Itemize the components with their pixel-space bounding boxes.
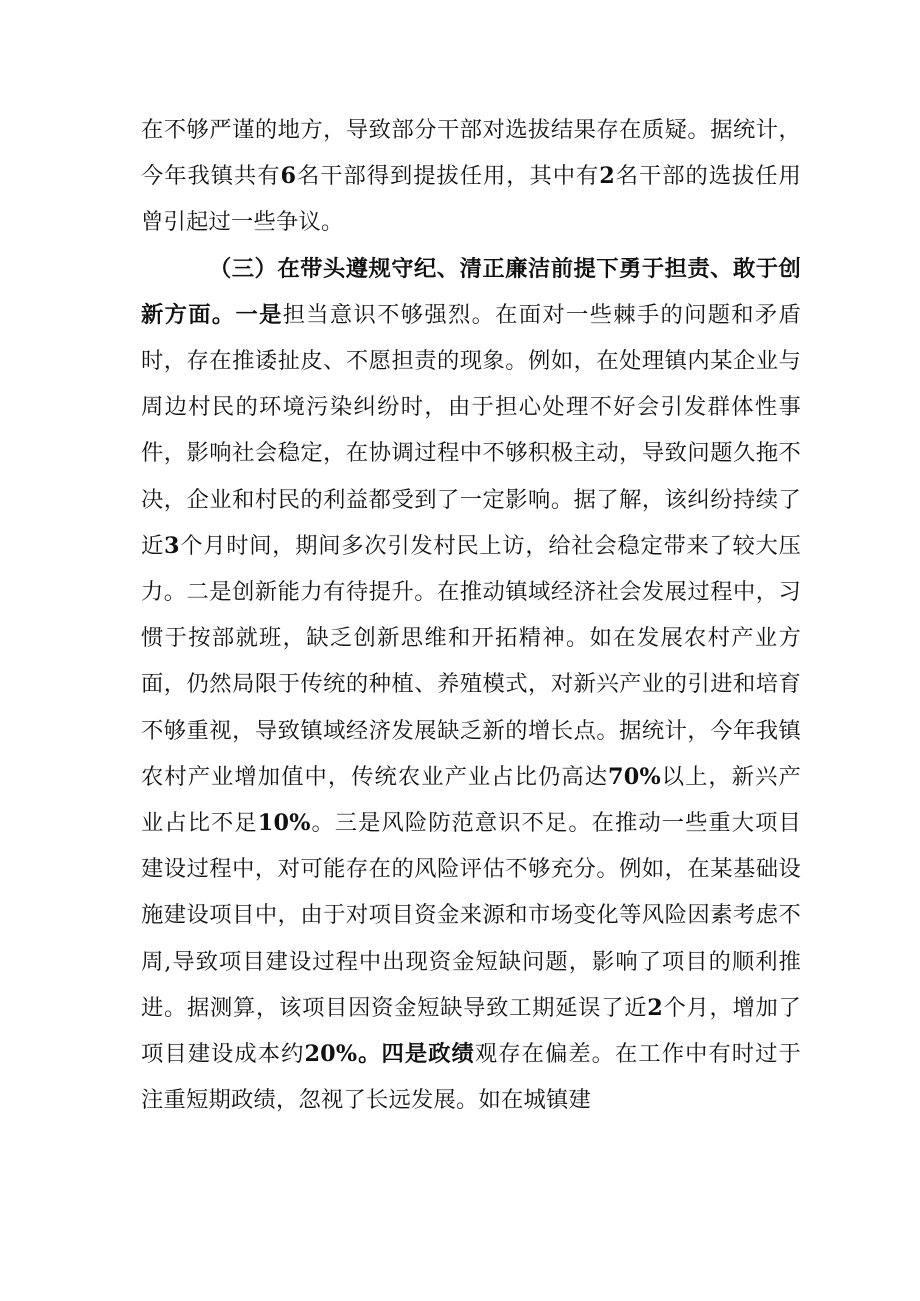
- text-segment: 名干部得到提拔任用，其中有: [296, 163, 600, 190]
- text-segment: 以上，新兴产业占比不足: [141, 763, 801, 837]
- point-label-four: 四是政绩: [381, 1041, 475, 1068]
- paragraph-section-three: [141, 246, 801, 1124]
- text-segment: 个月，增加了项目建设成本约: [141, 994, 801, 1068]
- text-segment: 。三是风险防范意识不足。在推动一些重大项目建设过程中，对可能存在的风险评估不够充分。例如，在某基础设施建设项目中，由于对项目资金来源和市场变化等风险因素考虑不周,导致项目建设过程中出现资金短缺问题，影响了项目的顺利推进。据测算，该项目因资金短缺导致工期延误了近: [141, 810, 801, 1021]
- number-highlight: 70%: [608, 763, 661, 790]
- text-segment: 观存在偏差。在工作中有时过于注重短期政绩，忽视了长远发展。如在城镇建: [141, 1041, 801, 1114]
- section-heading: （三）在带头遵规守纪、清正廉洁前提下勇于担责、敢于创新方面。: [141, 255, 801, 328]
- text-segment: 个月时间，期间多次引发村民上访，给社会稳定带来了较大压力。二是创新能力有待提升。在推动镇域经济社会发展过程中，习惯于按部就班，缺乏创新思维和开拓精神。如在发展农村产业方面，仍然局限于传统的种植、养殖模式，对新兴产业的引进和培育不够重视，导致镇域经济发展缺乏新的增长点。据统计，今年我镇农村产业增加值中，传统农业产业占比仍高达: [141, 532, 801, 790]
- paragraph-selection-results: [141, 107, 801, 246]
- text-segment: 担当意识不够强烈。在面对一些棘手的问题和矛盾时，存在推诿扯皮、不愿担责的现象。例如，在处理镇内某企业与周边村民的环境污染纠纷时，由于担心处理不好会引发群体性事件，影响社会稳定，在协调过程中不够积极主动，导致问题久拖不决，企业和村民的利益都受到了一定影响。据了解，该纠纷持续了近: [141, 301, 802, 559]
- text-segment: 在不够严谨的地方，导致部分干部对选拔结果存在质疑。据统计，今年我镇共有: [141, 117, 801, 190]
- number-highlight: 20%。: [304, 1041, 382, 1068]
- text-segment: 名干部的选拔任用曾引起过一些争议。: [141, 163, 801, 236]
- number-highlight: 2: [599, 163, 615, 190]
- number-highlight: 3: [164, 532, 180, 559]
- number-highlight: 10%: [257, 810, 311, 837]
- document-page: [141, 107, 801, 1123]
- number-highlight: 2: [647, 994, 663, 1021]
- point-label-one: 一是: [235, 301, 283, 328]
- number-highlight: 6: [280, 163, 297, 190]
